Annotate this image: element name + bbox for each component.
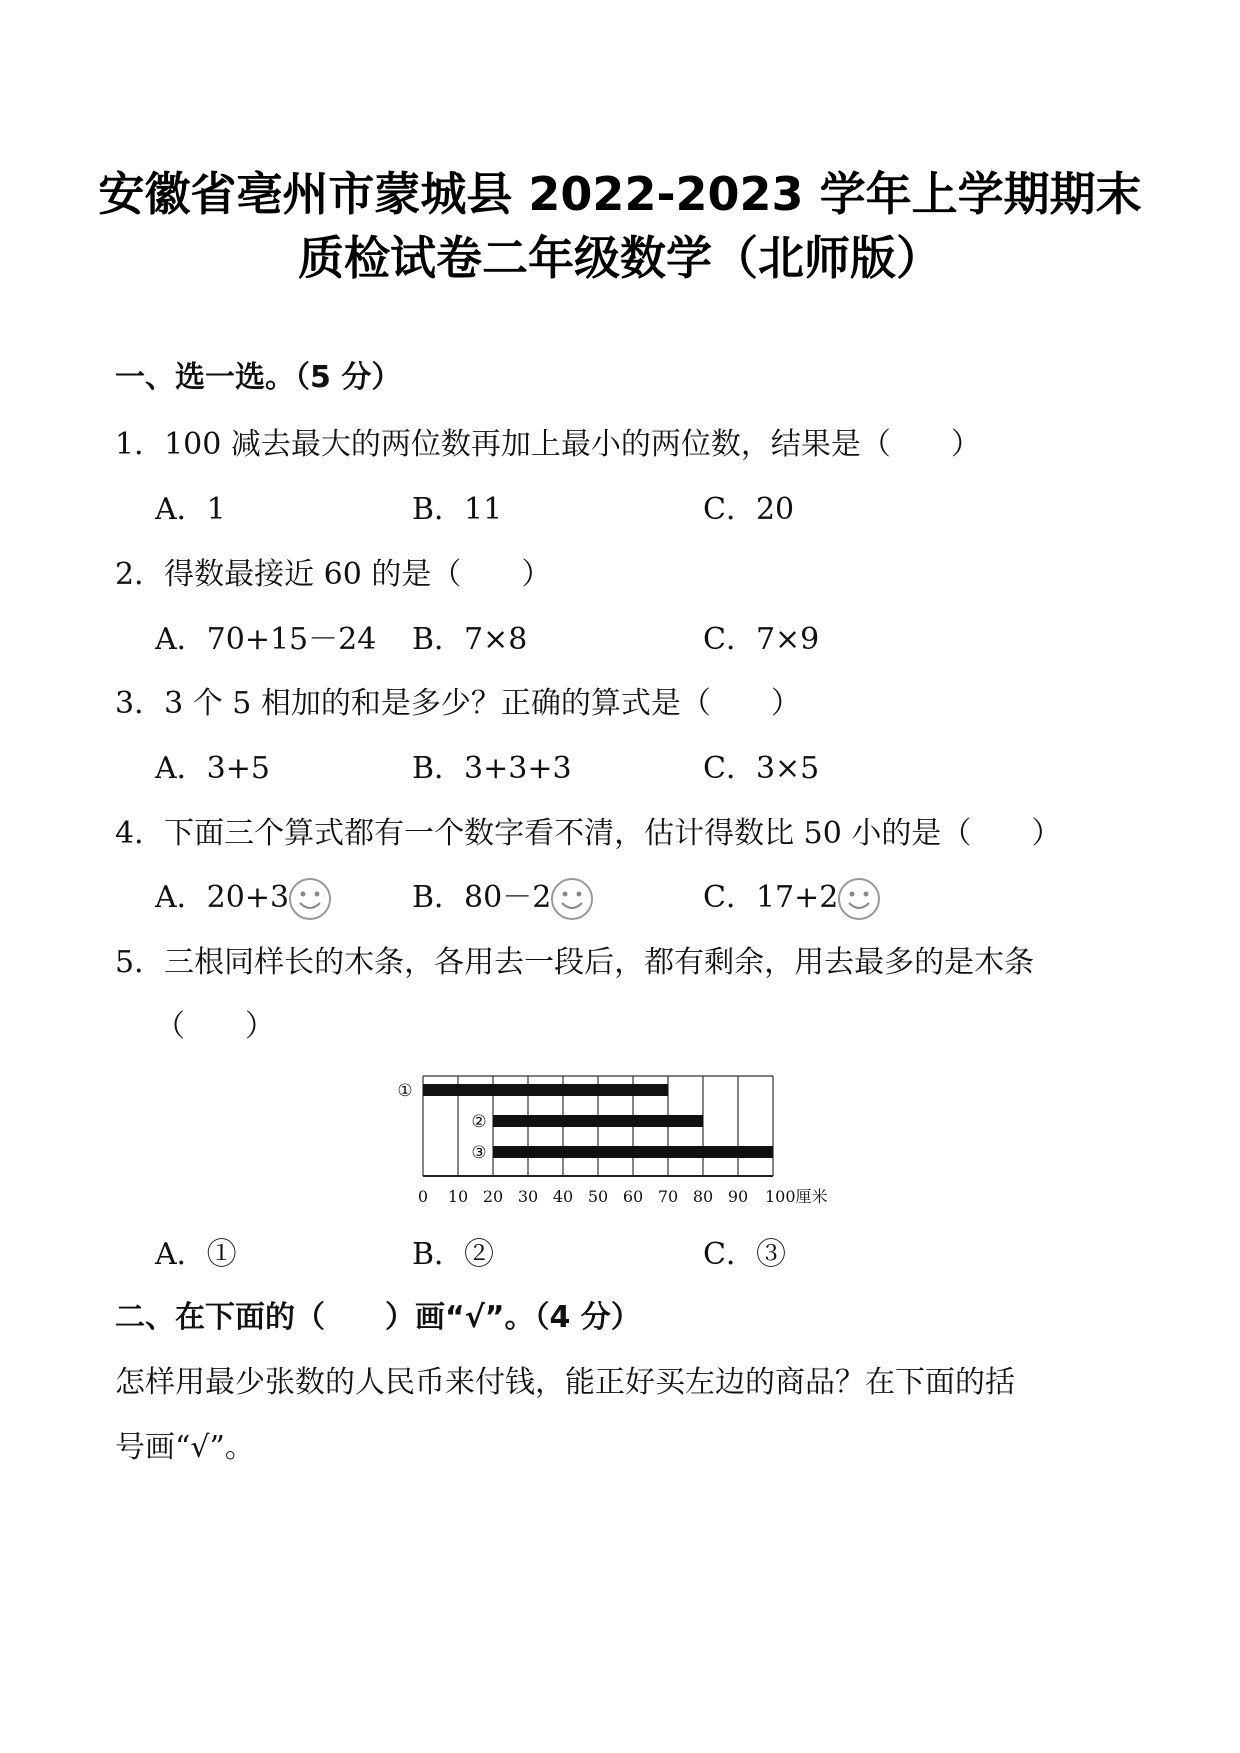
q4-option-b bbox=[412, 876, 595, 922]
q1-option-c: C．20 bbox=[703, 492, 795, 527]
q5-option-c: C．③ bbox=[703, 1237, 786, 1272]
question-5: 5．三根同样长的木条，各用去一段后，都有剩余，用去最多的是木条 bbox=[115, 945, 1035, 980]
section-2-text-line-1: 怎样用最少张数的人民币来付钱，能正好买左边的商品？在下面的括 bbox=[115, 1365, 1015, 1400]
q4-option-c bbox=[703, 876, 882, 922]
bar-3 bbox=[493, 1146, 773, 1158]
bar-label-1: ① bbox=[397, 1081, 413, 1101]
title-line-1: 安徽省亳州市蒙城县 2022-2023 学年上学期期末 bbox=[98, 167, 1142, 221]
q2-option-c: C．7×9 bbox=[703, 622, 820, 657]
smiley-icon bbox=[836, 876, 882, 922]
bar-label-3: ③ bbox=[471, 1143, 487, 1163]
q1-option-b: B．11 bbox=[412, 492, 503, 527]
q3-option-c: C．3×5 bbox=[703, 751, 820, 786]
section-2-heading: 二、在下面的（ ）画“√”。（4 分） bbox=[115, 1300, 641, 1335]
x-tick-label: 100厘米 bbox=[765, 1187, 828, 1206]
q4-option-a bbox=[155, 876, 333, 922]
x-tick-label: 70 bbox=[657, 1187, 679, 1206]
question-5-blank: （ ） bbox=[155, 1009, 275, 1044]
section-1-heading: 一、选一选。（5 分） bbox=[115, 360, 402, 395]
q3-option-a: A．3+5 bbox=[155, 751, 270, 786]
x-tick-label: 60 bbox=[622, 1187, 644, 1206]
q2-option-b: B．7×8 bbox=[412, 622, 528, 657]
x-tick-label: 90 bbox=[727, 1187, 749, 1206]
q4-option-c-text: C．17+2 bbox=[703, 880, 839, 915]
section-2-text-line-2: 号画“√”。 bbox=[115, 1430, 255, 1465]
bar-1 bbox=[423, 1084, 668, 1096]
x-tick-label: 0 bbox=[417, 1187, 429, 1206]
question-4: 4．下面三个算式都有一个数字看不清，估计得数比 50 小的是（ ） bbox=[115, 816, 1062, 851]
bar-2 bbox=[493, 1115, 703, 1127]
wood-strip-chart bbox=[395, 1068, 845, 1208]
x-tick-label: 50 bbox=[587, 1187, 609, 1206]
x-tick-label: 20 bbox=[482, 1187, 504, 1206]
smiley-icon bbox=[287, 876, 333, 922]
question-2: 2．得数最接近 60 的是（ ） bbox=[115, 557, 552, 592]
q2-option-a: A．70+15－24 bbox=[155, 622, 377, 657]
question-1: 1．100 减去最大的两位数再加上最小的两位数，结果是（ ） bbox=[115, 427, 981, 462]
x-tick-label: 80 bbox=[692, 1187, 714, 1206]
q1-option-a: A．1 bbox=[155, 492, 226, 527]
question-3: 3．3 个 5 相加的和是多少？正确的算式是（ ） bbox=[115, 686, 801, 721]
q4-option-b-text: B．80－2 bbox=[412, 880, 552, 915]
q5-option-a: A．① bbox=[155, 1237, 237, 1272]
title-line-2: 质检试卷二年级数学（北师版） bbox=[298, 231, 942, 285]
q3-option-b: B．3+3+3 bbox=[412, 751, 572, 786]
q4-option-a-text: A．20+3 bbox=[155, 880, 290, 915]
smiley-icon bbox=[549, 876, 595, 922]
x-tick-label: 40 bbox=[552, 1187, 574, 1206]
bar-label-2: ② bbox=[471, 1112, 487, 1132]
q5-option-b: B．② bbox=[412, 1237, 495, 1272]
x-tick-label: 30 bbox=[517, 1187, 539, 1206]
x-tick-label: 10 bbox=[447, 1187, 469, 1206]
